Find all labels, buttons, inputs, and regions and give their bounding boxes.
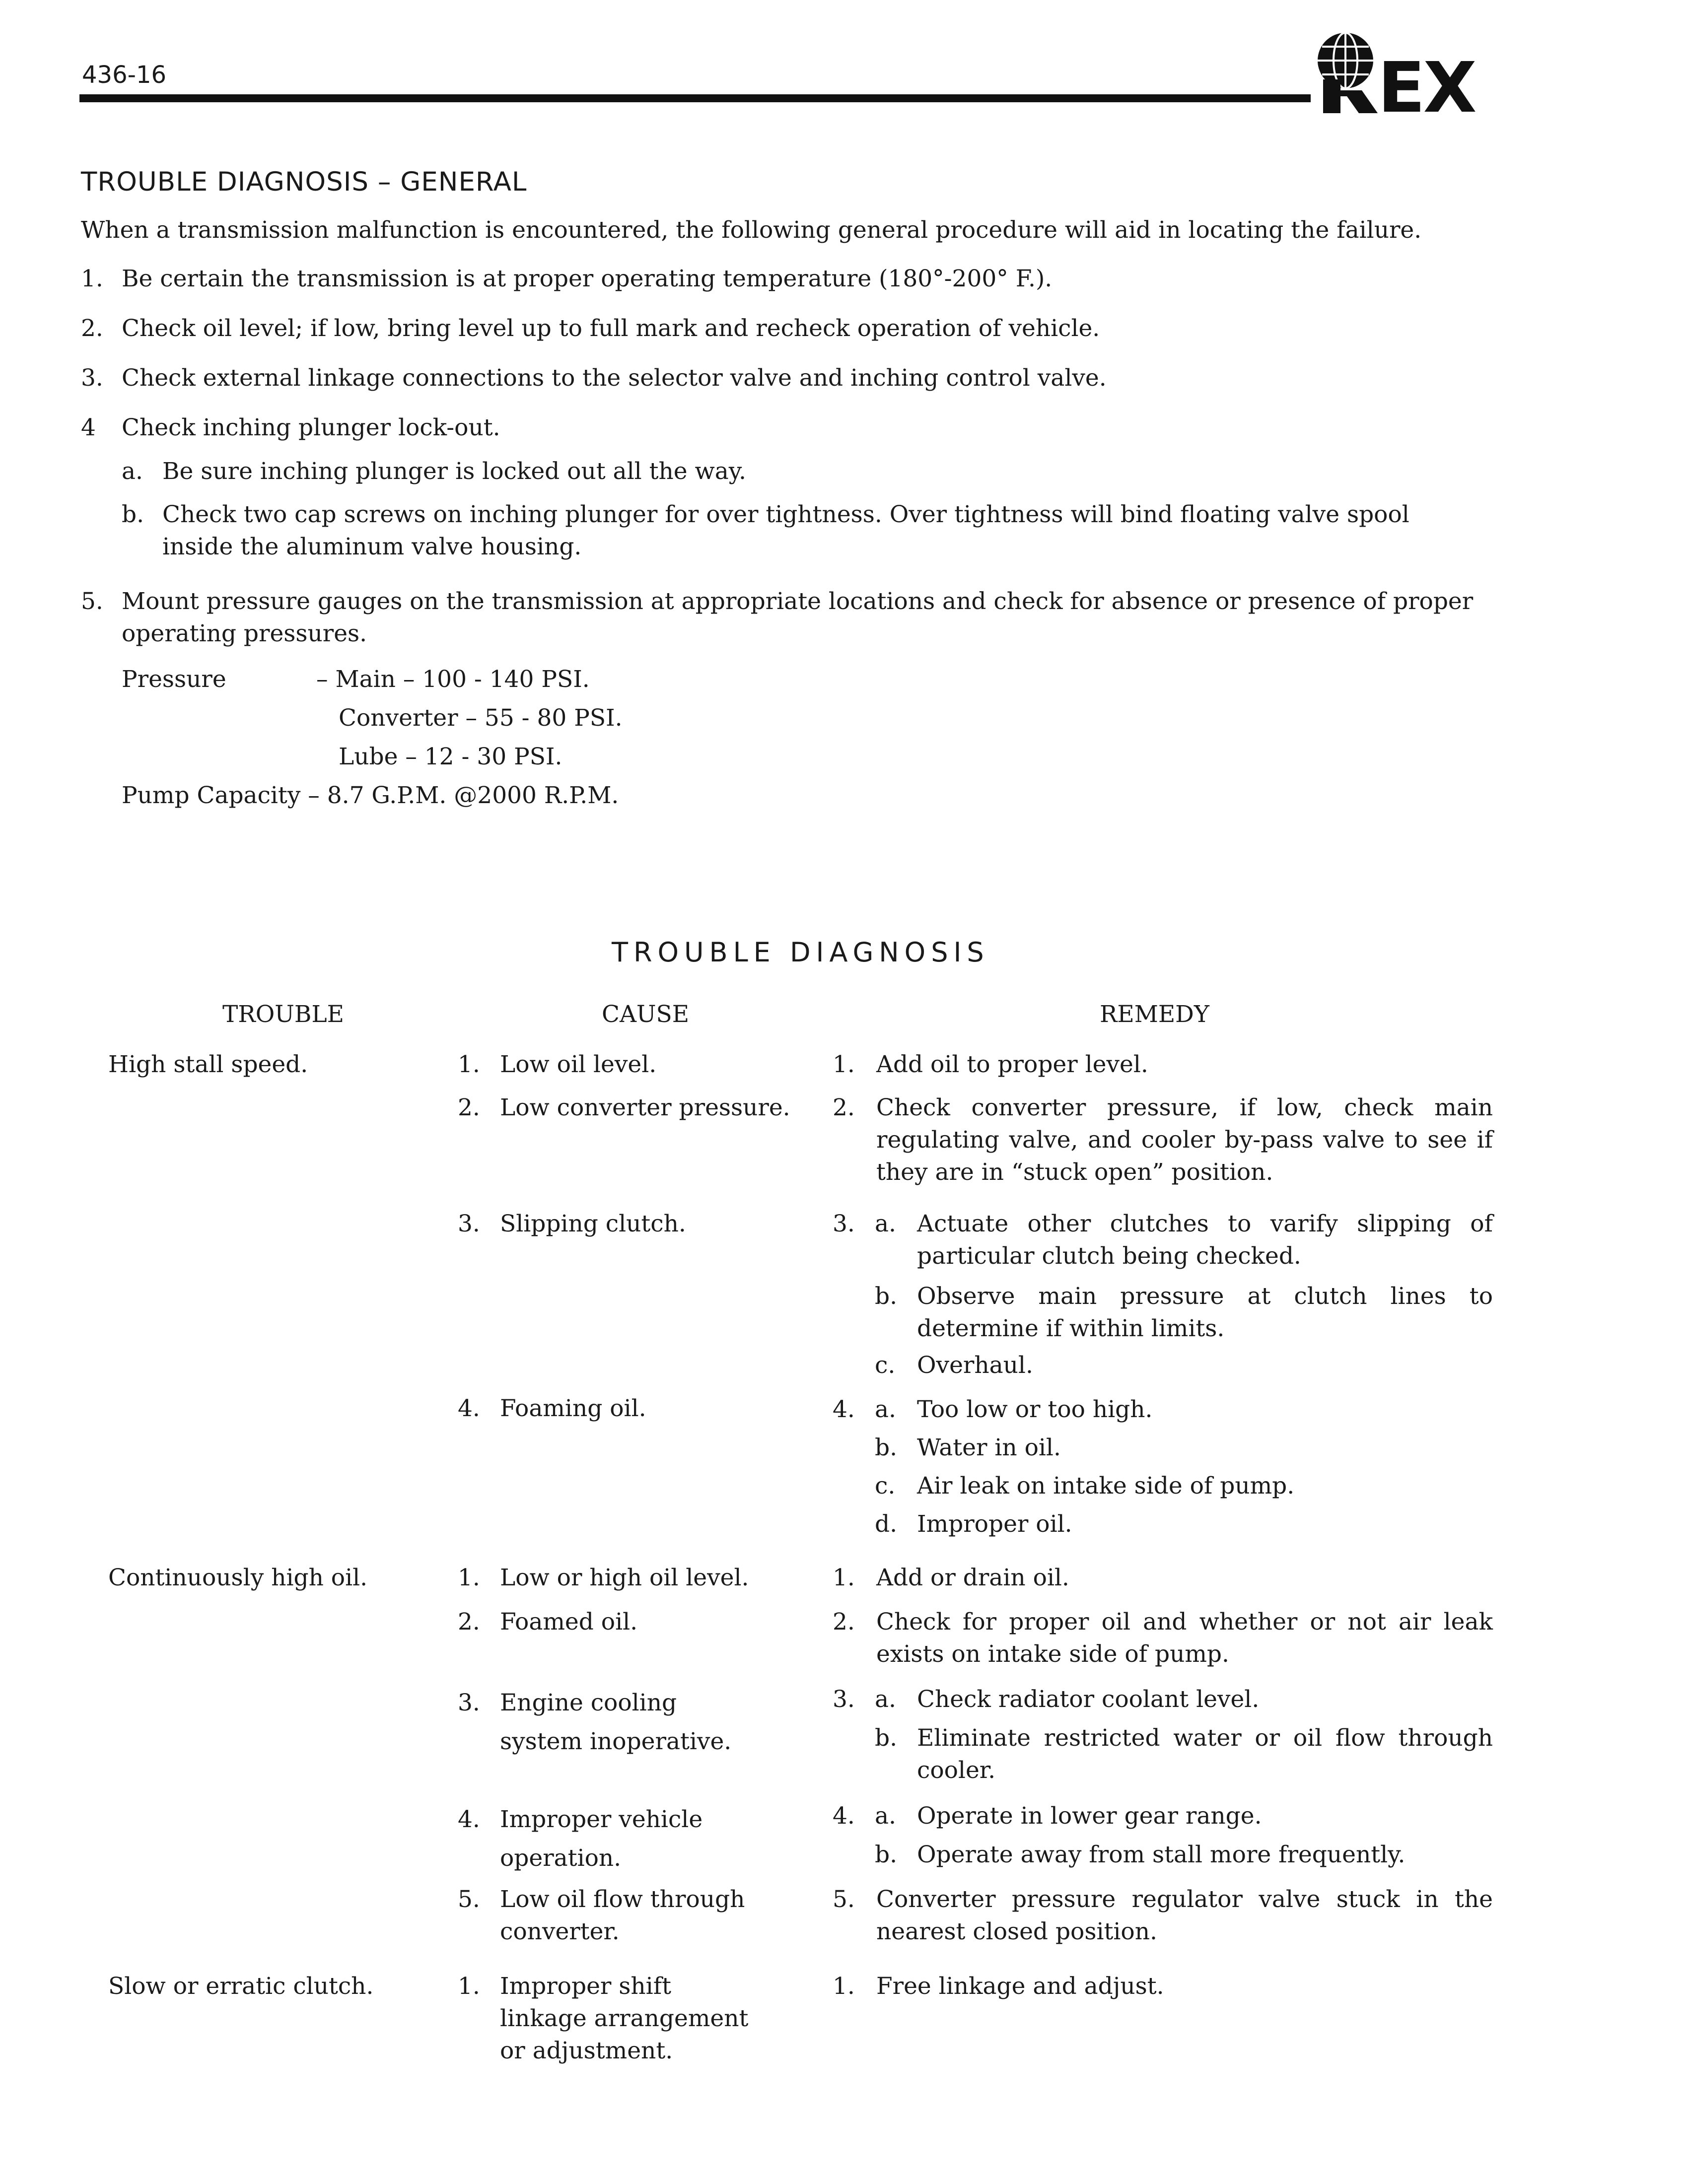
pressure-label: Pressure (122, 666, 226, 693)
step-1 (81, 263, 1481, 295)
remedy-number: 1. (833, 1051, 855, 1078)
step-text: Check inching plunger lock-out. (122, 414, 500, 441)
cause-number: 3. (458, 1210, 480, 1237)
remedy-subitem (875, 1208, 1493, 1273)
remedy-number: 1. (833, 1564, 855, 1591)
remedy-number: 2. (833, 1094, 855, 1121)
sub-letter: a. (122, 458, 143, 485)
step-3 (81, 362, 1481, 395)
cause-text: Improper shift linkage arrangement or adjustment. (500, 1973, 749, 2064)
cause-text: Engine cooling system inoperative. (500, 1689, 732, 1755)
cause-number: 1. (458, 1973, 480, 2000)
remedy-number: 4. (833, 1396, 855, 1423)
remedy-sub-letter: c. (875, 1352, 896, 1379)
remedy-number: 1. (833, 1973, 855, 2000)
step-text: Check oil level; if low, bring level up to full mark and recheck operation of vehicle. (122, 315, 1100, 342)
step-2 (81, 313, 1481, 345)
cause-number: 1. (458, 1564, 480, 1591)
remedy-item (833, 1606, 1493, 1671)
cause-text: Slipping clutch. (500, 1210, 686, 1237)
rex-logo (1303, 30, 1517, 114)
remedy-sub-text: Eliminate restricted water or oil flow through cooler. (917, 1724, 1493, 1784)
remedy-subitem (875, 1350, 1493, 1382)
remedy-sub-letter: b. (875, 1841, 898, 1868)
step-text: Mount pressure gauges on the transmission at appropriate locations and check for absence or presence of proper operating pressures. (122, 588, 1474, 647)
cause-text: Low oil level. (500, 1051, 657, 1078)
remedy-number: 4. (833, 1802, 855, 1830)
cause-text: Foaming oil. (500, 1395, 646, 1422)
cause-item (458, 1562, 805, 1594)
pump-capacity: Pump Capacity – 8.7 G.P.M. @2000 R.P.M. (122, 782, 619, 809)
cause-number: 1. (458, 1051, 480, 1078)
remedy-text: Add or drain oil. (876, 1564, 1069, 1591)
remedy-subitem (875, 1470, 1493, 1502)
remedy-sub-text: Overhaul. (917, 1352, 1033, 1379)
page-number: 436-16 (82, 61, 167, 89)
sub-text: Check two cap screws on inching plunger for over tightness. Over tightness will bind floating valve spool inside the aluminum valve housing. (162, 501, 1409, 560)
cause-number: 3. (458, 1689, 480, 1716)
cause-item (458, 1606, 805, 1638)
remedy-sub-letter: b. (875, 1434, 898, 1461)
cause-item (458, 1208, 805, 1240)
remedy-item (833, 1562, 1493, 1594)
cause-text: Low or high oil level. (500, 1564, 749, 1591)
trouble-item: Continuously high oil. (108, 1564, 368, 1591)
remedy-item (833, 1971, 1493, 2003)
column-header-trouble: TROUBLE (222, 1001, 344, 1028)
trouble-item: Slow or erratic clutch. (108, 1973, 374, 2000)
step-number: 1. (81, 265, 103, 292)
remedy-number: 3. (833, 1210, 855, 1237)
remedy-subitem (875, 1394, 1493, 1426)
cause-item (458, 1971, 805, 2067)
remedy-sub-letter: b. (875, 1724, 898, 1752)
trouble-item: High stall speed. (108, 1051, 308, 1078)
remedy-text: Add oil to proper level. (876, 1051, 1148, 1078)
remedy-sub-text: Water in oil. (917, 1434, 1061, 1461)
cause-item (458, 1092, 805, 1124)
cause-text: Low converter pressure. (500, 1094, 790, 1121)
remedy-sub-letter: b. (875, 1283, 898, 1310)
cause-text: Low oil flow through converter. (500, 1886, 745, 1945)
cause-item (458, 1800, 805, 1878)
remedy-subitem (875, 1281, 1493, 1345)
step-number: 5. (81, 588, 103, 615)
section-heading: TROUBLE DIAGNOSIS – GENERAL (81, 167, 527, 197)
header-rule (79, 94, 1311, 102)
remedy-text: Check converter pressure, if low, check main regulating valve, and cooler by-pass valve to see if they are in “stuck open” position. (876, 1094, 1493, 1186)
remedy-item (833, 1049, 1493, 1081)
remedy-number: 5. (833, 1886, 855, 1913)
cause-number: 2. (458, 1094, 480, 1121)
step-number: 3. (81, 364, 103, 392)
remedy-number: 2. (833, 1608, 855, 1636)
step-5 (81, 586, 1481, 650)
remedy-subitem (875, 1508, 1493, 1541)
intro-paragraph: When a transmission malfunction is encountered, the following general procedure will aid in locating the failure. (81, 216, 1422, 244)
svg-text:EX: EX (1378, 48, 1475, 114)
cause-text: Improper vehicle operation. (500, 1806, 703, 1872)
cause-number: 5. (458, 1886, 480, 1913)
step-number: 4 (81, 414, 96, 441)
cause-item (458, 1049, 805, 1081)
column-header-cause: CAUSE (602, 1001, 690, 1028)
step-4 (81, 412, 1481, 444)
remedy-sub-text: Operate in lower gear range. (917, 1802, 1262, 1830)
remedy-sub-letter: a. (875, 1686, 896, 1713)
step-number: 2. (81, 315, 103, 342)
remedy-item (833, 1092, 1493, 1189)
table-title: TROUBLE DIAGNOSIS (612, 937, 989, 968)
remedy-text: Converter pressure regulator valve stuck in the nearest closed position. (876, 1886, 1493, 1945)
remedy-sub-text: Operate away from stall more frequently. (917, 1841, 1406, 1868)
step-text: Check external linkage connections to the selector valve and inching control valve. (122, 364, 1107, 392)
remedy-sub-letter: a. (875, 1396, 896, 1423)
column-header-remedy: REMEDY (1100, 1001, 1209, 1028)
cause-number: 4. (458, 1395, 480, 1422)
remedy-text: Free linkage and adjust. (876, 1973, 1164, 2000)
pressure-lube: Lube – 12 - 30 PSI. (339, 743, 563, 770)
remedy-text: Check for proper oil and whether or not air leak exists on intake side of pump. (876, 1608, 1493, 1668)
step-text: Be certain the transmission is at proper operating temperature (180°-200° F.). (122, 265, 1053, 292)
pressure-main: – Main – 100 - 140 PSI. (316, 666, 590, 693)
remedy-number: 3. (833, 1686, 855, 1713)
sub-letter: b. (122, 501, 144, 528)
sub-text: Be sure inching plunger is locked out all the way. (162, 458, 746, 485)
remedy-sub-text: Actuate other clutches to varify slipping of particular clutch being checked. (917, 1210, 1493, 1270)
step-4b (122, 499, 1482, 563)
remedy-sub-text: Air leak on intake side of pump. (917, 1472, 1295, 1500)
remedy-sub-letter: d. (875, 1510, 898, 1538)
remedy-sub-letter: a. (875, 1210, 896, 1237)
cause-item (458, 1684, 805, 1761)
remedy-subitem (875, 1684, 1493, 1716)
remedy-subitem (875, 1839, 1493, 1871)
remedy-sub-text: Improper oil. (917, 1510, 1072, 1538)
remedy-sub-letter: a. (875, 1802, 896, 1830)
remedy-subitem (875, 1800, 1493, 1833)
remedy-sub-text: Observe main pressure at clutch lines to determine if within limits. (917, 1283, 1493, 1342)
step-4a (122, 456, 1482, 488)
remedy-sub-letter: c. (875, 1472, 896, 1500)
remedy-subitem (875, 1722, 1493, 1787)
remedy-item (833, 1884, 1493, 1948)
cause-item (458, 1884, 805, 1948)
remedy-sub-text: Check radiator coolant level. (917, 1686, 1260, 1713)
cause-item (458, 1393, 805, 1425)
remedy-subitem (875, 1432, 1493, 1464)
cause-number: 4. (458, 1806, 480, 1833)
cause-number: 2. (458, 1608, 480, 1636)
pressure-converter: Converter – 55 - 80 PSI. (339, 704, 623, 732)
cause-text: Foamed oil. (500, 1608, 638, 1636)
remedy-sub-text: Too low or too high. (917, 1396, 1153, 1423)
